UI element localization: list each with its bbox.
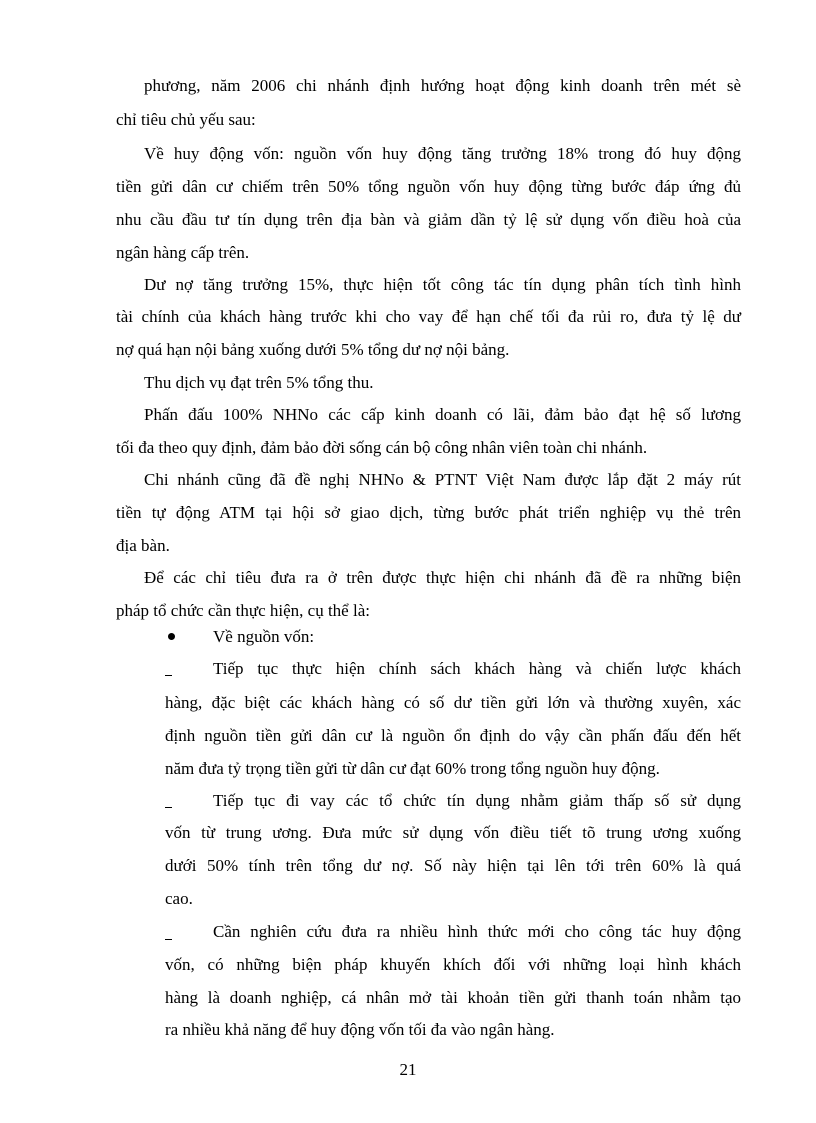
list-item-line: Tiếp tục thực hiện chính sách khách hàng và chiến lược khách — [213, 659, 741, 678]
dash-icon — [165, 939, 172, 940]
body-text-line: tiền gửi dân cư chiếm trên 50% tổng nguồn vốn huy động từng bước đáp ứng đủ — [116, 177, 741, 196]
list-item-line: định nguồn tiền gửi dân cư là nguồn ổn định do vậy cần phấn đấu đến hết — [165, 726, 741, 745]
list-item-line: vốn, có những biện pháp khuyến khích đối với những loại hình khách — [165, 955, 741, 974]
dash-icon — [165, 675, 172, 676]
list-item-line: vốn từ trung ương. Đưa mức sử dụng vốn điều tiết tõ trung ương xuống — [165, 823, 741, 842]
bullet-heading: Về nguồn vốn: — [213, 627, 315, 646]
bullet-icon — [168, 633, 175, 640]
list-item-line: ra nhiều khả năng để huy động vốn tối đa vào ngân hàng. — [165, 1020, 555, 1039]
page-number: 21 — [399, 1060, 417, 1079]
body-text-line: Dư nợ tăng trưởng 15%, thực hiện tốt công tác tín dụng phân tích tình hình — [144, 275, 741, 294]
dash-icon — [165, 807, 172, 808]
body-text-line: Phấn đấu 100% NHNo các cấp kinh doanh có lãi, đảm bảo đạt hệ số lương — [144, 405, 741, 424]
body-text-line: địa bàn. — [116, 536, 170, 555]
body-text-line: tiền tự động ATM tại hội sở giao dịch, từng bước phát triển nghiệp vụ thẻ trên — [116, 503, 741, 522]
list-item-line: hàng, đặc biệt các khách hàng có số dư tiền gửi lớn và thường xuyên, xác — [165, 693, 741, 712]
body-text-line: nợ quá hạn nội bảng xuống dưới 5% tổng dư nợ nội bảng. — [116, 340, 510, 359]
list-item-line: Cần nghiên cứu đưa ra nhiều hình thức mới cho công tác huy động — [213, 922, 741, 941]
list-item-line: cao. — [165, 889, 193, 908]
list-item-line: hàng là doanh nghiệp, cá nhân mở tài khoản tiền gửi thanh toán nhằm tạo — [165, 988, 741, 1007]
body-text-line: ngân hàng cấp trên. — [116, 243, 250, 262]
body-text-line: pháp tổ chức cần thực hiện, cụ thể là: — [116, 601, 370, 620]
body-text-line: Để các chỉ tiêu đưa ra ở trên được thực hiện chi nhánh đã đề ra những biện — [144, 568, 741, 587]
body-text-line: phương, năm 2006 chi nhánh định hướng hoạt động kinh doanh trên mét sè — [144, 76, 741, 95]
list-item-line: dưới 50% tính trên tổng dư nợ. Số này hiện tại lên tới trên 60% là quá — [165, 856, 741, 875]
body-text-line: tài chính của khách hàng trước khi cho vay để hạn chế tối đa rủi ro, đưa tỷ lệ dư — [116, 307, 741, 326]
body-text-line: nhu cầu đầu tư tín dụng trên địa bàn và giảm dần tỷ lệ sử dụng vốn điều hoà của — [116, 210, 741, 229]
body-text-line: Về huy động vốn: nguồn vốn huy động tăng trưởng 18% trong đó huy động — [144, 144, 741, 163]
body-text-line: chỉ tiêu chủ yếu sau: — [116, 110, 256, 129]
list-item-line: năm đưa tỷ trọng tiền gửi từ dân cư đạt 60% trong tổng nguồn huy động. — [165, 759, 660, 778]
body-text-line: Thu dịch vụ đạt trên 5% tổng thu. — [144, 373, 374, 392]
list-item-line: Tiếp tục đi vay các tổ chức tín dụng nhằm giảm thấp số sử dụng — [213, 791, 741, 810]
body-text-line: Chi nhánh cũng đã đề nghị NHNo & PTNT Việt Nam được lắp đặt 2 máy rút — [144, 470, 741, 489]
body-text-line: tối đa theo quy định, đảm bảo đời sống cán bộ công nhân viên toàn chi nhánh. — [116, 438, 648, 457]
